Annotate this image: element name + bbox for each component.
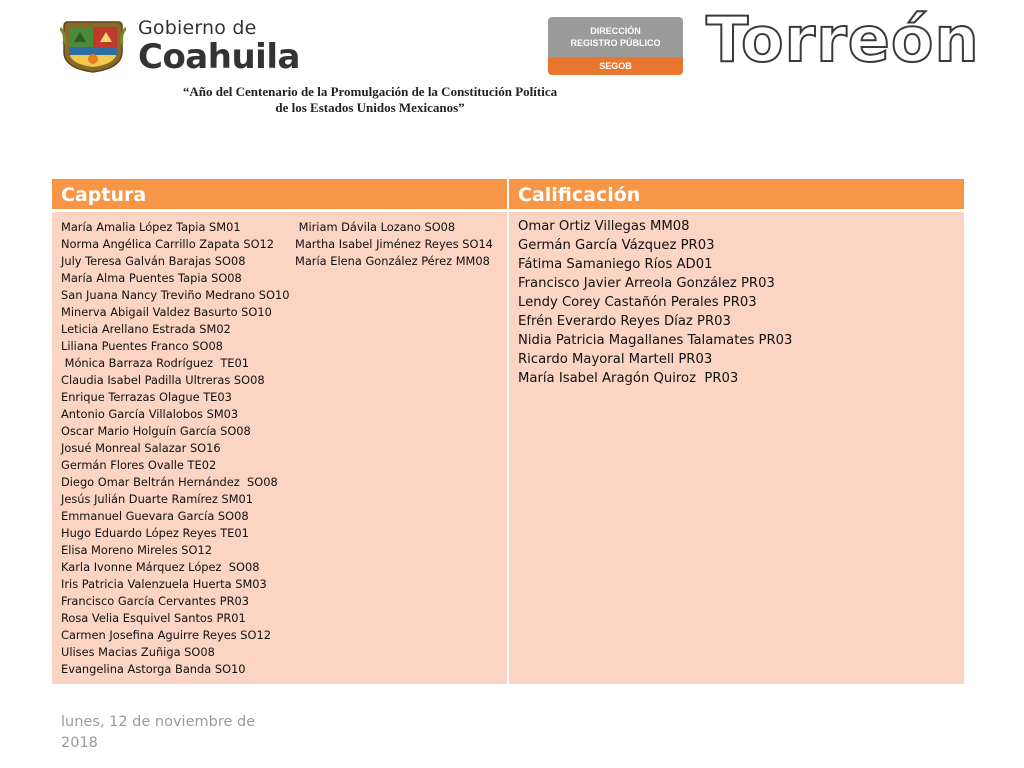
list-item: Karla Ivonne Márquez López SO08 [61, 560, 260, 574]
list-item: Lendy Corey Castañón Perales PR03 [518, 295, 757, 310]
list-item: Rosa Velia Esquivel Santos PR01 [61, 611, 246, 625]
list-item: María Elena González Pérez MM08 [295, 254, 490, 268]
list-item: Leticia Arellano Estrada SM02 [61, 322, 231, 336]
captura-list-a [61, 219, 289, 678]
gobierno-de-text: Gobierno de [138, 16, 257, 39]
list-item: Ricardo Mayoral Martell PR03 [518, 352, 713, 367]
list-item: Miriam Dávila Lozano SO08 [295, 220, 456, 234]
list-item: Francisco Javier Arreola González PR03 [518, 276, 775, 291]
list-item: Ulises Macias Zuñiga SO08 [61, 645, 215, 659]
list-item: Omar Ortiz Villegas MM08 [518, 219, 690, 234]
list-item: Liliana Puentes Franco SO08 [61, 339, 223, 353]
city-title: Torreón [706, 3, 980, 76]
column-header-captura: Captura [52, 179, 507, 212]
list-item: Elisa Moreno Mireles SO12 [61, 543, 212, 557]
list-item: María Isabel Aragón Quiroz PR03 [518, 371, 739, 386]
motto-line-2: de los Estados Unidos Mexicanos” [275, 100, 465, 115]
registro-badge-top [548, 17, 683, 57]
list-item: Evangelina Astorga Banda SO10 [61, 662, 246, 676]
assignments-table [52, 179, 964, 684]
list-item: Hugo Eduardo López Reyes TE01 [61, 526, 249, 540]
captura-cell [52, 212, 507, 684]
coahuila-crest-icon [60, 18, 126, 74]
list-item: Martha Isabel Jiménez Reyes SO14 [295, 237, 493, 251]
list-item: Mónica Barraza Rodríguez TE01 [61, 356, 249, 370]
registro-publico-text: REGISTRO PÚBLICO [570, 38, 661, 48]
gobierno-coahuila-logo [60, 16, 300, 77]
list-item: Fátima Samaniego Ríos AD01 [518, 257, 713, 272]
list-item: Iris Patricia Valenzuela Huerta SM03 [61, 577, 267, 591]
list-item: Claudia Isabel Padilla Ultreras SO08 [61, 373, 265, 387]
captura-list-b [295, 219, 493, 270]
registro-publico-badge [548, 17, 683, 75]
list-item: Emmanuel Guevara García SO08 [61, 509, 249, 523]
column-header-calificacion: Calificación [507, 179, 964, 212]
list-item: Diego Omar Beltrán Hernández SO08 [61, 475, 278, 489]
list-item: Enrique Terrazas Olague TE03 [61, 390, 232, 404]
list-item: Antonio García Villalobos SM03 [61, 407, 239, 421]
list-item: Jesús Julián Duarte Ramírez SM01 [61, 492, 254, 506]
list-item: San Juana Nancy Treviño Medrano SO10 [61, 288, 290, 302]
list-item: Nidia Patricia Magallanes Talamates PR03 [518, 333, 793, 348]
segob-label: SEGOB [548, 57, 683, 75]
list-item: Carmen Josefina Aguirre Reyes SO12 [61, 628, 271, 642]
list-item: María Alma Puentes Tapia SO08 [61, 271, 242, 285]
list-item: Germán Flores Ovalle TE02 [61, 458, 217, 472]
list-item: Francisco García Cervantes PR03 [61, 594, 249, 608]
list-item: Efrén Everardo Reyes Díaz PR03 [518, 314, 731, 329]
list-item: July Teresa Galván Barajas SO08 [61, 254, 246, 268]
list-item: Norma Angélica Carrillo Zapata SO12 [61, 237, 275, 251]
list-item: Oscar Mario Holguín García SO08 [61, 424, 251, 438]
list-item: Minerva Abigail Valdez Basurto SO10 [61, 305, 272, 319]
list-item: María Amalia López Tapia SM01 [61, 220, 241, 234]
registro-direccion-text: DIRECCIÓN [590, 26, 641, 36]
footer-date: lunes, 12 de noviembre de 2018 [61, 714, 256, 751]
list-item: Germán García Vázquez PR03 [518, 238, 715, 253]
coahuila-text: Coahuila [138, 36, 300, 77]
gobierno-logo-text [138, 16, 300, 77]
calificacion-cell [507, 212, 964, 684]
motto-text [120, 84, 620, 116]
motto-line-1: “Año del Centenario de la Promulgación de la Constitución Política [182, 84, 558, 99]
calificacion-list [518, 217, 792, 388]
list-item: Josué Monreal Salazar SO16 [61, 441, 221, 455]
